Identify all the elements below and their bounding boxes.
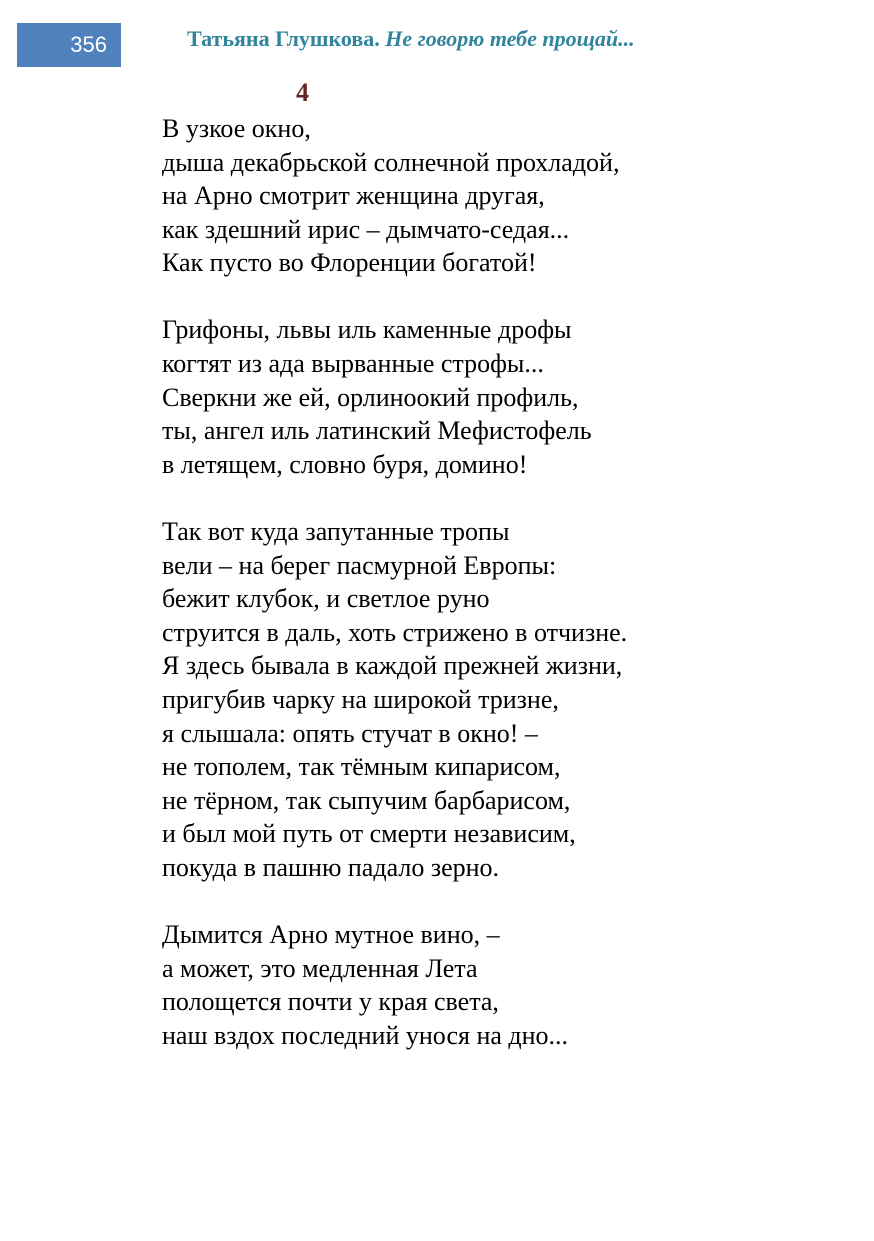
- poem-line: как здешний ирис – дымчато-седая...: [162, 214, 570, 244]
- poem-line: полощется почти у края света,: [162, 987, 499, 1017]
- stanza: [162, 112, 842, 280]
- poem-section-number: 4: [296, 78, 309, 107]
- stanza: [162, 918, 842, 1052]
- poem-line: не тёрном, так сыпучим барбарисом,: [162, 785, 571, 815]
- poem-line: ты, ангел иль латинский Мефистофель: [162, 416, 592, 446]
- poem-line: Я здесь бывала в каждой прежней жизни,: [162, 651, 623, 681]
- poem-line: бежит клубок, и светлое руно: [162, 584, 490, 614]
- poem-line: Дымится Арно мутное вино, –: [162, 919, 500, 949]
- poem-line: когтят из ада вырванные строфы...: [162, 349, 544, 379]
- stanza: [162, 515, 842, 885]
- poem-line: не тополем, так тёмным кипарисом,: [162, 752, 561, 782]
- header-book-title: Не говорю тебе прощай...: [385, 26, 635, 51]
- poem-line: и был мой путь от смерти независим,: [162, 819, 576, 849]
- poem-line: струится в даль, хоть стрижено в отчизне.: [162, 617, 628, 647]
- page-number-badge: 356: [17, 23, 121, 67]
- poem-line: дыша декабрьской солнечной прохладой,: [162, 147, 620, 177]
- poem-line: а может, это медленная Лета: [162, 953, 478, 983]
- poem-line: на Арно смотрит женщина другая,: [162, 181, 545, 211]
- poem-line: Грифоны, львы иль каменные дрофы: [162, 315, 572, 345]
- poem-line: Сверкни же ей, орлиноокий профиль,: [162, 382, 579, 412]
- poem-body: [162, 112, 842, 1086]
- header-author: Татьяна Глушкова.: [187, 26, 380, 51]
- poem-line: покуда в пашню падало зерно.: [162, 852, 500, 882]
- poem-line: В узкое окно,: [162, 114, 311, 143]
- stanza: [162, 313, 842, 481]
- poem-line: Так вот куда запутанные тропы: [162, 516, 510, 546]
- poem-line: пригубив чарку на широкой тризне,: [162, 684, 559, 714]
- poem-line: в летящем, словно буря, домино!: [162, 449, 528, 479]
- poem-line: наш вздох последний унося на дно...: [162, 1020, 569, 1050]
- running-header: [187, 24, 635, 54]
- poem-line: я слышала: опять стучат в окно! –: [162, 718, 538, 748]
- poem-line: вели – на берег пасмурной Европы:: [162, 550, 557, 580]
- poem-line: Как пусто во Флоренции богатой!: [162, 248, 537, 278]
